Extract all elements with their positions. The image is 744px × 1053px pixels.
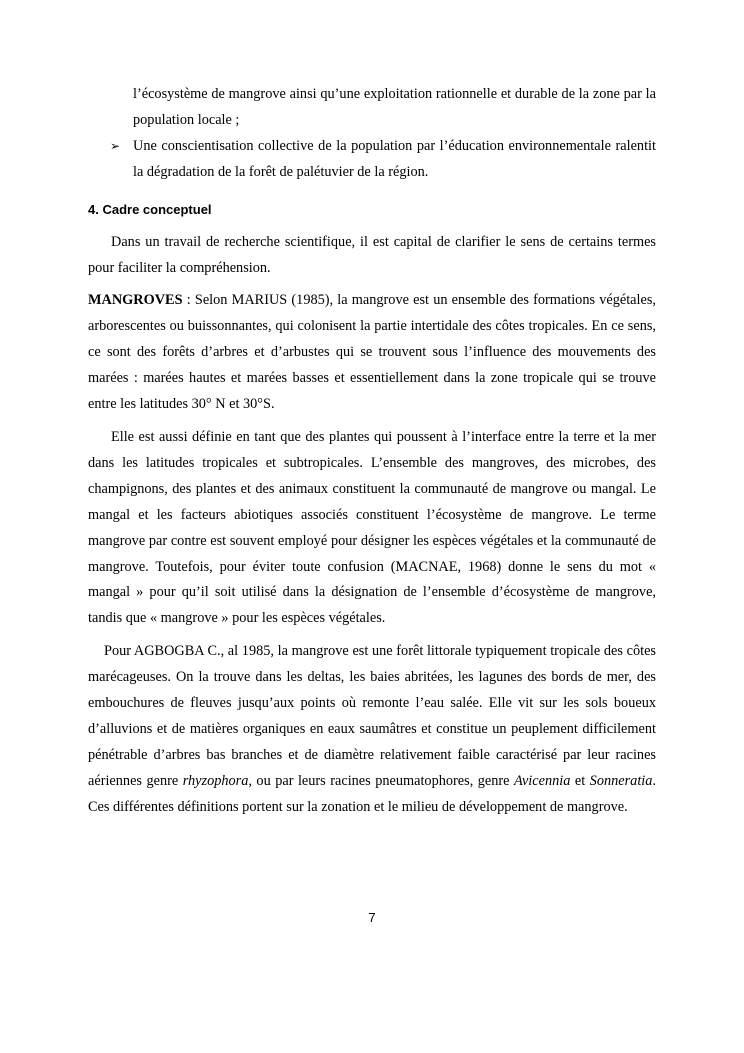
bullet-list [88, 82, 656, 186]
agbogba-text-part3: et [570, 772, 590, 789]
genus-sonneratia: Sonneratia [589, 772, 653, 789]
document-page [88, 82, 656, 828]
arrow-bullet-icon: ➢ [110, 138, 121, 153]
mangroves-term: MANGROVES [88, 292, 183, 309]
agbogba-text-part1: Pour AGBOGBA C., al 1985, la mangrove est une forêt littorale typiquement tropicale des côtes marécageuses. On la trouve dans les deltas, les baies abritées, les lagunes des bords de mer, des embouchures de fleuves jusqu’aux points où remonte l’eau salée. Elle vit sur les sols boueux d’alluvions et de matières organiques en eaux saumâtres et constitue un peuplement difficilement pénétrable d’arbres bas branches et de diamètre relativement faible caractérisé par leur racines aériennes genre [88, 643, 656, 789]
list-item-text: Une conscientisation collective de la population par l’éducation environnementale ralentit la dégradation de la forêt de palétuvier de la région. [133, 137, 656, 180]
genus-rhyzophora: rhyzophora [182, 772, 249, 789]
page-number: 7 [368, 910, 376, 925]
agbogba-text-part4: . Ces différentes définitions portent sur la zonation et le milieu de développement de mangrove. [88, 772, 656, 815]
list-item [88, 134, 656, 186]
section-heading: 4. Cadre conceptuel [88, 201, 212, 217]
genus-avicennia: Avicennia [514, 772, 571, 789]
agbogba-text-part2: , ou par leurs racines pneumatophores, genre [248, 772, 514, 789]
mangroves-definition-paragraph [88, 288, 656, 418]
interface-paragraph: Elle est aussi définie en tant que des plantes qui poussent à l’interface entre la terre et la mer dans les latitudes tropicales et subtropicales. L’ensemble des mangroves, des microbes, des champignons, des plantes et des animaux constituent la communauté de mangrove ou mangal. Le mangal et les facteurs abiotiques associés constituent l’écosystème de mangrove. Le terme mangrove par contre est souvent employé pour désigner les espèces végétales et la communauté de mangrove. Toutefois, pour éviter toute confusion (MACNAE, 1968) donne le sens du mot « mangal » pour qu’il soit utilisé dans la désignation de l’ensemble d’écosystème de mangrove, tandis que « mangrove » pour les espèces végétales. [88, 428, 656, 627]
agbogba-paragraph [88, 639, 656, 820]
intro-paragraph: Dans un travail de recherche scientifique, il est capital de clarifier le sens de certains termes pour faciliter la compréhension. [88, 233, 656, 276]
marius-definition-text: : Selon MARIUS (1985), la mangrove est un ensemble des formations végétales, arborescentes ou buissonnantes, qui colonisent la partie intertidale des côtes tropicales. En ce sens, ce sont des forêts d’arbres et d’arbustes qui se trouvent sous l’influence des mouvements des marées : marées hautes et marées basses et essentiellement dans la zone tropicale qui se trouve entre les latitudes 30° N et 30°S. [88, 292, 656, 413]
list-item-continuation: l’écosystème de mangrove ainsi qu’une exploitation rationnelle et durable de la zone par la population locale ; [133, 86, 656, 128]
